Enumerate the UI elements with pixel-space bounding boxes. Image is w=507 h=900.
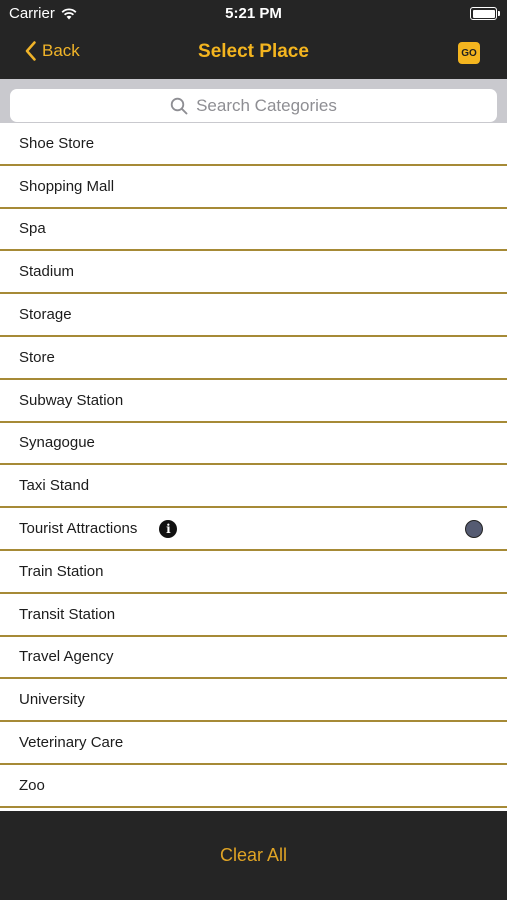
list-item-label: Storage bbox=[19, 306, 72, 324]
list-item[interactable] bbox=[0, 765, 507, 808]
list-item-label: University bbox=[19, 691, 85, 709]
list-item[interactable] bbox=[0, 465, 507, 508]
list-item[interactable] bbox=[0, 251, 507, 294]
list-item-label: Transit Station bbox=[19, 605, 116, 623]
status-bar bbox=[0, 0, 507, 28]
list-item-label: Train Station bbox=[19, 562, 104, 580]
list-item-label: Spa bbox=[19, 220, 46, 238]
list-item[interactable] bbox=[0, 337, 507, 380]
list-item-label: Travel Agency bbox=[19, 648, 114, 666]
list-item-label: Subway Station bbox=[19, 391, 124, 409]
list-item[interactable] bbox=[0, 380, 507, 423]
list-item-label: Veterinary Care bbox=[19, 734, 124, 752]
list-item[interactable] bbox=[0, 123, 507, 166]
list-item[interactable] bbox=[0, 166, 507, 209]
bottom-toolbar bbox=[0, 811, 507, 900]
list-item[interactable] bbox=[0, 209, 507, 252]
list-item[interactable] bbox=[0, 294, 507, 337]
list-item-label: Tourist Attractions bbox=[19, 520, 138, 538]
category-list[interactable] bbox=[0, 123, 507, 811]
list-item-label: Zoo bbox=[19, 776, 45, 794]
status-time: 5:21 PM bbox=[225, 5, 282, 22]
selected-indicator[interactable] bbox=[465, 520, 483, 538]
list-item-label: Stadium bbox=[19, 263, 75, 281]
search-input[interactable] bbox=[10, 89, 497, 122]
carrier-label: Carrier bbox=[9, 5, 55, 22]
clear-all-button[interactable]: Clear All bbox=[219, 845, 288, 865]
list-item[interactable] bbox=[0, 722, 507, 765]
list-item[interactable] bbox=[0, 637, 507, 680]
navigation-bar bbox=[0, 28, 507, 79]
search-placeholder: Search Categories bbox=[196, 95, 337, 115]
list-item-label: Taxi Stand bbox=[19, 477, 90, 495]
list-item-selected[interactable] bbox=[0, 508, 507, 551]
list-item-label: Store bbox=[19, 348, 55, 366]
list-item[interactable] bbox=[0, 594, 507, 637]
list-item[interactable] bbox=[0, 679, 507, 722]
list-item-label: Shoe Store bbox=[19, 134, 95, 152]
search-icon bbox=[170, 97, 188, 115]
battery-icon bbox=[470, 7, 497, 20]
back-label: Back bbox=[42, 41, 80, 60]
go-button[interactable]: GO bbox=[458, 42, 480, 64]
list-item-label: Shopping Mall bbox=[19, 177, 115, 195]
info-icon[interactable]: i bbox=[159, 520, 177, 538]
list-item[interactable] bbox=[0, 423, 507, 466]
page-title: Select Place bbox=[198, 41, 309, 62]
list-item[interactable] bbox=[0, 551, 507, 594]
list-item-label: Synagogue bbox=[19, 434, 95, 452]
